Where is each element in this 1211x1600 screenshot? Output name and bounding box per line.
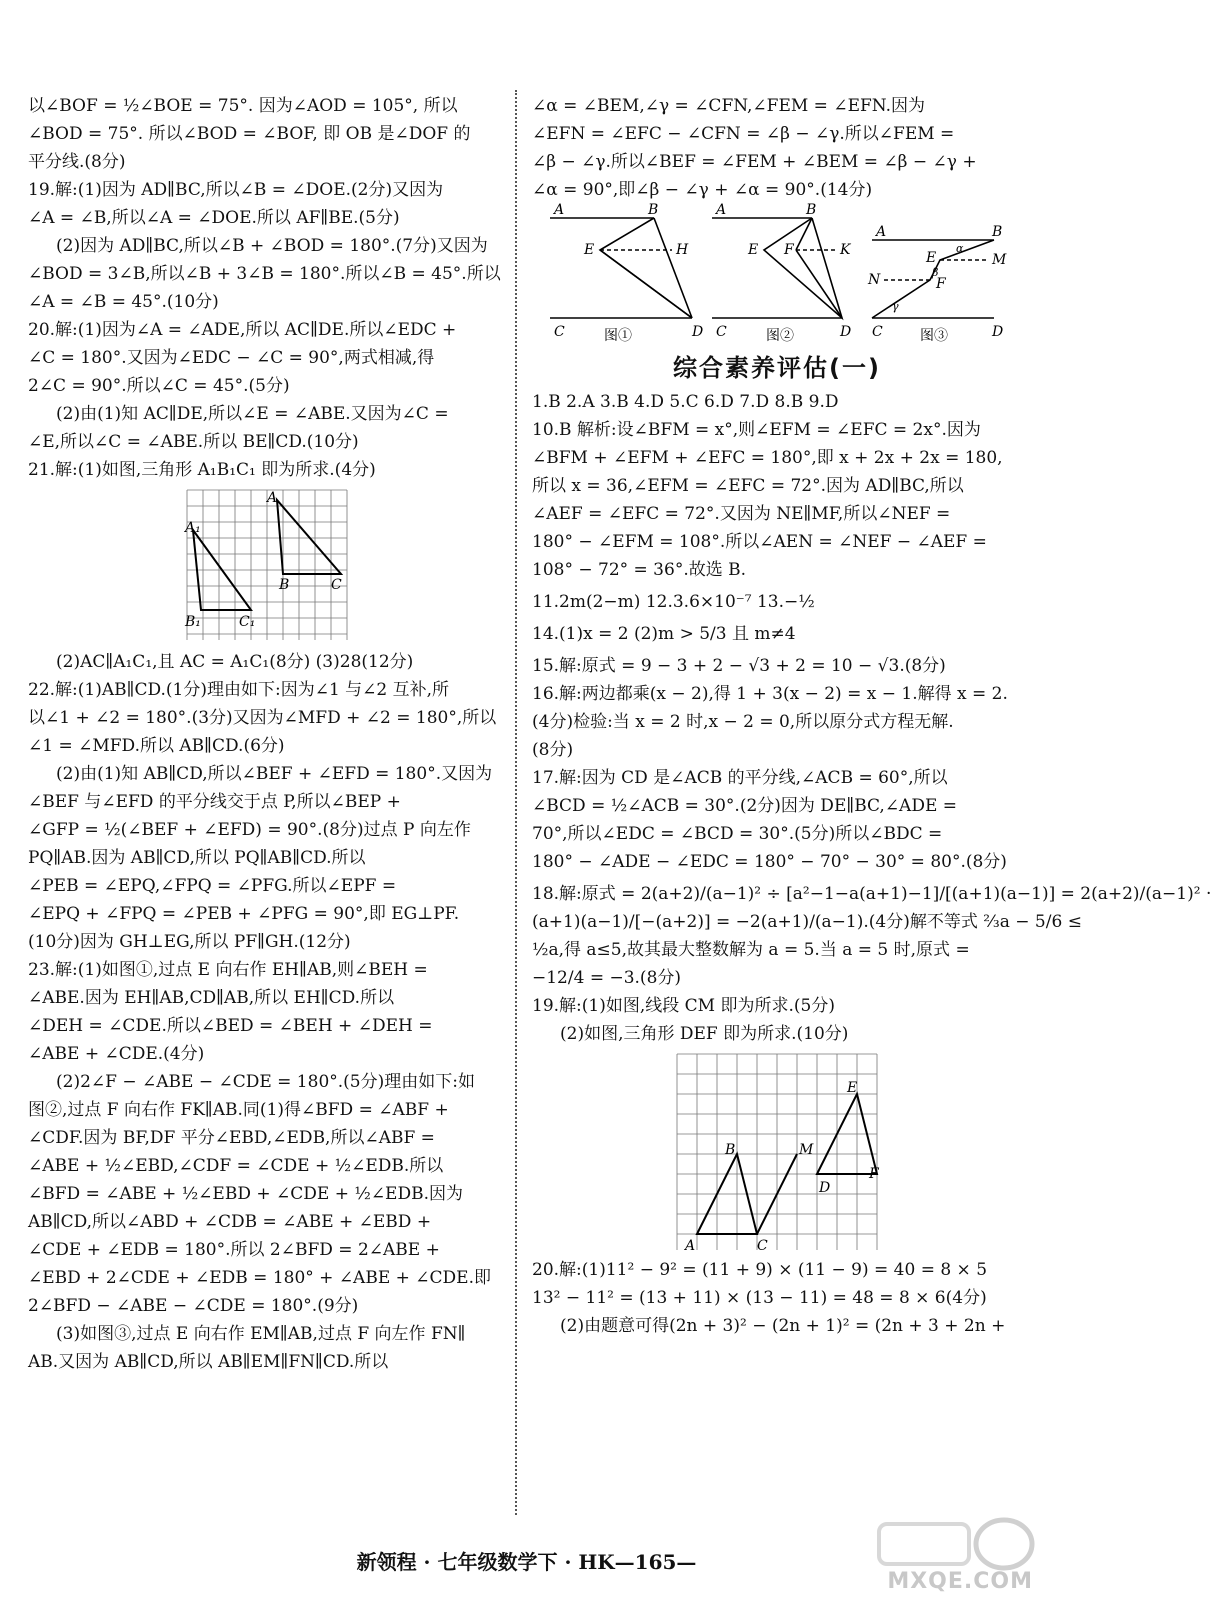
vertex-label: B: [725, 1142, 736, 1158]
watermark-text: MXQE.COM: [887, 1569, 1033, 1594]
q19-line: 19.解:(1)因为 AD∥BC,所以∠B = ∠DOE.(2分)又因为: [28, 180, 444, 200]
text-line: 180° − ∠ADE − ∠EDC = 180° − 70° − 30° = 80°.(8分): [532, 852, 1007, 872]
vertex-label: H: [676, 242, 689, 258]
q15-line: 15.解:原式 = 9 − 3 + 2 − √3 + 2 = 10 − √3.(8分): [532, 656, 946, 676]
text-line: 所以 x = 36,∠EFM = ∠EFC = 72°.因为 AD∥BC,所以: [532, 476, 964, 496]
vertex-label: C: [554, 324, 565, 340]
vertex-label: A: [554, 202, 565, 218]
text-line: ∠β − ∠γ.所以∠BEF = ∠FEM + ∠BEM = ∠β − ∠γ +: [532, 152, 977, 172]
vertex-label: F: [784, 242, 794, 258]
q23-figures: [542, 202, 1012, 346]
vertex-label: E: [748, 242, 759, 258]
text-line: ∠EFN = ∠EFC − ∠CFN = ∠β − ∠γ.所以∠FEM =: [532, 124, 955, 144]
text-line: ∠α = 90°,即∠β − ∠γ + ∠α = 90°.(14分): [532, 180, 873, 200]
text-line: AB.又因为 AB∥CD,所以 AB∥EM∥FN∥CD.所以: [28, 1352, 389, 1372]
vertex-label: M: [992, 252, 1007, 268]
text-line: ∠GFP = ½(∠BEF + ∠EFD) = 90°.(8分)过点 P 向左作: [28, 820, 471, 840]
text-line: ∠BOD = 75°. 所以∠BOD = ∠BOF, 即 OB 是∠DOF 的: [28, 124, 471, 144]
text-line: AB∥CD,所以∠ABD + ∠CDB = ∠ABE + ∠EBD +: [28, 1212, 432, 1232]
q18-line: 18.解:原式 = 2(a+2)/(a−1)² ÷ [a²−1−a(a+1)−1]/[(a+1)(a−1)] = 2(a+2)/(a−1)² ·: [532, 884, 1211, 904]
text-line: ∠BOD = 3∠B,所以∠B + 3∠B = 180°.所以∠B = 45°.所以: [28, 264, 501, 284]
text-line: ∠DEH = ∠CDE.所以∠BED = ∠BEH + ∠DEH =: [28, 1016, 433, 1036]
text-line: ∠BCD = ½∠ACB = 30°.(2分)因为 DE∥BC,∠ADE =: [532, 796, 958, 816]
text-line: ∠α = ∠BEM,∠γ = ∠CFN,∠FEM = ∠EFN.因为: [532, 96, 925, 116]
section-title: 综合素养评估(一): [673, 354, 881, 382]
figure-caption: 图①: [604, 328, 632, 344]
figure-caption: 图②: [766, 328, 794, 344]
q10-line: 10.B 解析:设∠BFM = x°,则∠EFM = ∠EFC = 2x°.因为: [532, 420, 981, 440]
right-column: [532, 92, 1211, 1340]
text-line: ∠C = 180°.又因为∠EDC − ∠C = 90°,两式相减,得: [28, 348, 435, 368]
text-line: (2)由题意可得(2n + 3)² − (2n + 1)² = (2n + 3 + 2n +: [560, 1316, 1006, 1336]
vertex-label: B: [806, 202, 817, 218]
vertex-label: B₁: [185, 614, 201, 630]
text-line: 以∠BOF = ½∠BOE = 75°. 因为∠AOD = 105°, 所以: [28, 96, 458, 116]
text-line: ∠CDF.因为 BF,DF 平分∠EBD,∠EDB,所以∠ABF =: [28, 1128, 435, 1148]
vertex-label: F: [936, 276, 946, 292]
q23-line: 23.解:(1)如图①,过点 E 向右作 EH∥AB,则∠BEH =: [28, 960, 428, 980]
text-line: ∠EPQ + ∠FPQ = ∠PEB + ∠PFG = 90°,即 EG⊥PF.: [28, 904, 460, 924]
text-line: ∠A = ∠B,所以∠A = ∠DOE.所以 AF∥BE.(5分): [28, 208, 400, 228]
vertex-label: E: [926, 250, 937, 266]
angle-label: α: [956, 242, 964, 255]
text-line: ∠1 = ∠MFD.所以 AB∥CD.(6分): [28, 736, 285, 756]
q20-line: 20.解:(1)因为∠A = ∠ADE,所以 AC∥DE.所以∠EDC +: [28, 320, 457, 340]
vertex-label: K: [840, 242, 851, 258]
text-line: 2∠C = 90°.所以∠C = 45°.(5分): [28, 376, 290, 396]
text-line: ∠BFM + ∠EFM + ∠EFC = 180°,即 x + 2x + 2x = 180,: [532, 448, 1003, 468]
text-line: ∠E,所以∠C = ∠ABE.所以 BE∥CD.(10分): [28, 432, 359, 452]
text-line: −12/4 = −3.(8分): [532, 968, 682, 988]
q16-line: 16.解:两边都乘(x − 2),得 1 + 3(x − 2) = x − 1.解得 x = 2.: [532, 684, 1008, 704]
vertex-label: D: [992, 324, 1004, 340]
text-line: 180° − ∠EFM = 108°.所以∠AEN = ∠NEF − ∠AEF =: [532, 532, 987, 552]
q21-grid-figure: [181, 486, 353, 646]
vertex-label: A: [876, 224, 887, 240]
vertex-label: E: [584, 242, 595, 258]
vertex-label: B: [648, 202, 659, 218]
text-line: 2∠BFD − ∠ABE − ∠CDE = 180°.(9分): [28, 1296, 359, 1316]
text-line: (2)如图,三角形 DEF 即为所求.(10分): [560, 1024, 849, 1044]
q19-line: 19.解:(1)如图,线段 CM 即为所求.(5分): [532, 996, 835, 1016]
text-line: ½a,得 a≤5,故其最大整数解为 a = 5.当 a = 5 时,原式 =: [532, 940, 970, 960]
column-divider: [515, 90, 517, 1515]
text-line: 70°,所以∠EDC = ∠BCD = 30°.(5分)所以∠BDC =: [532, 824, 943, 844]
vertex-label: C: [757, 1238, 768, 1254]
vertex-label: D: [819, 1180, 831, 1196]
vertex-label: C: [331, 577, 342, 593]
q14-line: 14.(1)x = 2 (2)m > 5/3 且 m≠4: [532, 624, 796, 644]
text-line: (10分)因为 GH⊥EG,所以 PF∥GH.(12分): [28, 932, 351, 952]
vertex-label: D: [692, 324, 704, 340]
vertex-label: C₁: [239, 614, 256, 630]
vertex-label: D: [840, 324, 852, 340]
text-line: (4分)检验:当 x = 2 时,x − 2 = 0,所以原分式方程无解.: [532, 712, 954, 732]
text-line: 图②,过点 F 向右作 FK∥AB.同(1)得∠BFD = ∠ABF +: [28, 1100, 449, 1120]
text-line: ∠BFD = ∠ABE + ½∠EBD + ∠CDE + ½∠EDB.因为: [28, 1184, 463, 1204]
vertex-label: A: [685, 1238, 696, 1254]
text-line: (a+1)(a−1)/[−(a+2)] = −2(a+1)/(a−1).(4分)解不等式 ⅔a − 5/6 ≤: [532, 912, 1082, 932]
text-line: ∠CDE + ∠EDB = 180°.所以 2∠BFD = 2∠ABE +: [28, 1240, 440, 1260]
text-line: (3)如图③,过点 E 向右作 EM∥AB,过点 F 向左作 FN∥: [56, 1324, 466, 1344]
q22-line: 22.解:(1)AB∥CD.(1分)理由如下:因为∠1 与∠2 互补,所: [28, 680, 450, 700]
text-line: ∠ABE.因为 EH∥AB,CD∥AB,所以 EH∥CD.所以: [28, 988, 395, 1008]
vertex-label: F: [869, 1166, 879, 1182]
q21-line: 21.解:(1)如图,三角形 A₁B₁C₁ 即为所求.(4分): [28, 460, 376, 480]
figure-caption: 图③: [920, 328, 948, 344]
text-line: PQ∥AB.因为 AB∥CD,所以 PQ∥AB∥CD.所以: [28, 848, 366, 868]
q17-line: 17.解:因为 CD 是∠ACB 的平分线,∠ACB = 60°,所以: [532, 768, 948, 788]
text-line: 以∠1 + ∠2 = 180°.(3分)又因为∠MFD + ∠2 = 180°,所以: [28, 708, 497, 728]
text-line: ∠BEF 与∠EFD 的平分线交于点 P,所以∠BEP +: [28, 792, 401, 812]
text-line: 平分线.(8分): [28, 152, 126, 172]
text-line: ∠PEB = ∠EPQ,∠FPQ = ∠PFG.所以∠EPF =: [28, 876, 397, 896]
left-column: [28, 92, 506, 1376]
text-line: 108° − 72° = 36°.故选 B.: [532, 560, 747, 580]
vertex-label: C: [872, 324, 883, 340]
vertex-label: N: [868, 272, 881, 288]
vertex-label: E: [847, 1080, 858, 1096]
text-line: (2)因为 AD∥BC,所以∠B + ∠BOD = 180°.(7分)又因为: [56, 236, 488, 256]
vertex-label: A: [716, 202, 727, 218]
text-line: (2)由(1)知 AB∥CD,所以∠BEF + ∠EFD = 180°.又因为: [56, 764, 493, 784]
text-line: ∠ABE + ∠CDE.(4分): [28, 1044, 205, 1064]
vertex-label: B: [992, 224, 1003, 240]
text-line: (2)2∠F − ∠ABE − ∠CDE = 180°.(5分)理由如下:如: [56, 1072, 475, 1092]
text-line: ∠ABE + ½∠EBD,∠CDF = ∠CDE + ½∠EDB.所以: [28, 1156, 444, 1176]
mc-answers: 1.B 2.A 3.B 4.D 5.C 6.D 7.D 8.B 9.D: [532, 392, 839, 412]
vertex-label: A₁: [185, 520, 201, 536]
q20-line: 20.解:(1)11² − 9² = (11 + 9) × (11 − 9) = 40 = 8 × 5: [532, 1260, 988, 1280]
text-line: ∠AEF = ∠EFC = 72°.又因为 NE∥MF,所以∠NEF =: [532, 504, 951, 524]
vertex-label: B: [279, 577, 290, 593]
text-line: (2)由(1)知 AC∥DE,所以∠E = ∠ABE.又因为∠C =: [56, 404, 449, 424]
vertex-label: M: [799, 1142, 814, 1158]
text-line: (8分): [532, 740, 574, 760]
page-footer: 新领程 · 七年级数学下 · HK—165—: [356, 1550, 697, 1574]
text-line: ∠EBD + 2∠CDE + ∠EDB = 180° + ∠ABE + ∠CDE.即: [28, 1268, 491, 1288]
angle-label: γ: [892, 300, 899, 313]
text-line: 13² − 11² = (13 + 11) × (13 − 11) = 48 = 8 × 6(4分): [532, 1288, 987, 1308]
fill-answers: 11.2m(2−m) 12.3.6×10⁻⁷ 13.−½: [532, 592, 815, 612]
vertex-label: C: [716, 324, 727, 340]
text-line: (2)AC∥A₁C₁,且 AC = A₁C₁(8分) (3)28(12分): [56, 652, 414, 672]
q19-grid-figure: [671, 1050, 883, 1254]
angle-label: β: [932, 266, 939, 279]
text-line: ∠A = ∠B = 45°.(10分): [28, 292, 219, 312]
vertex-label: A: [267, 490, 278, 506]
